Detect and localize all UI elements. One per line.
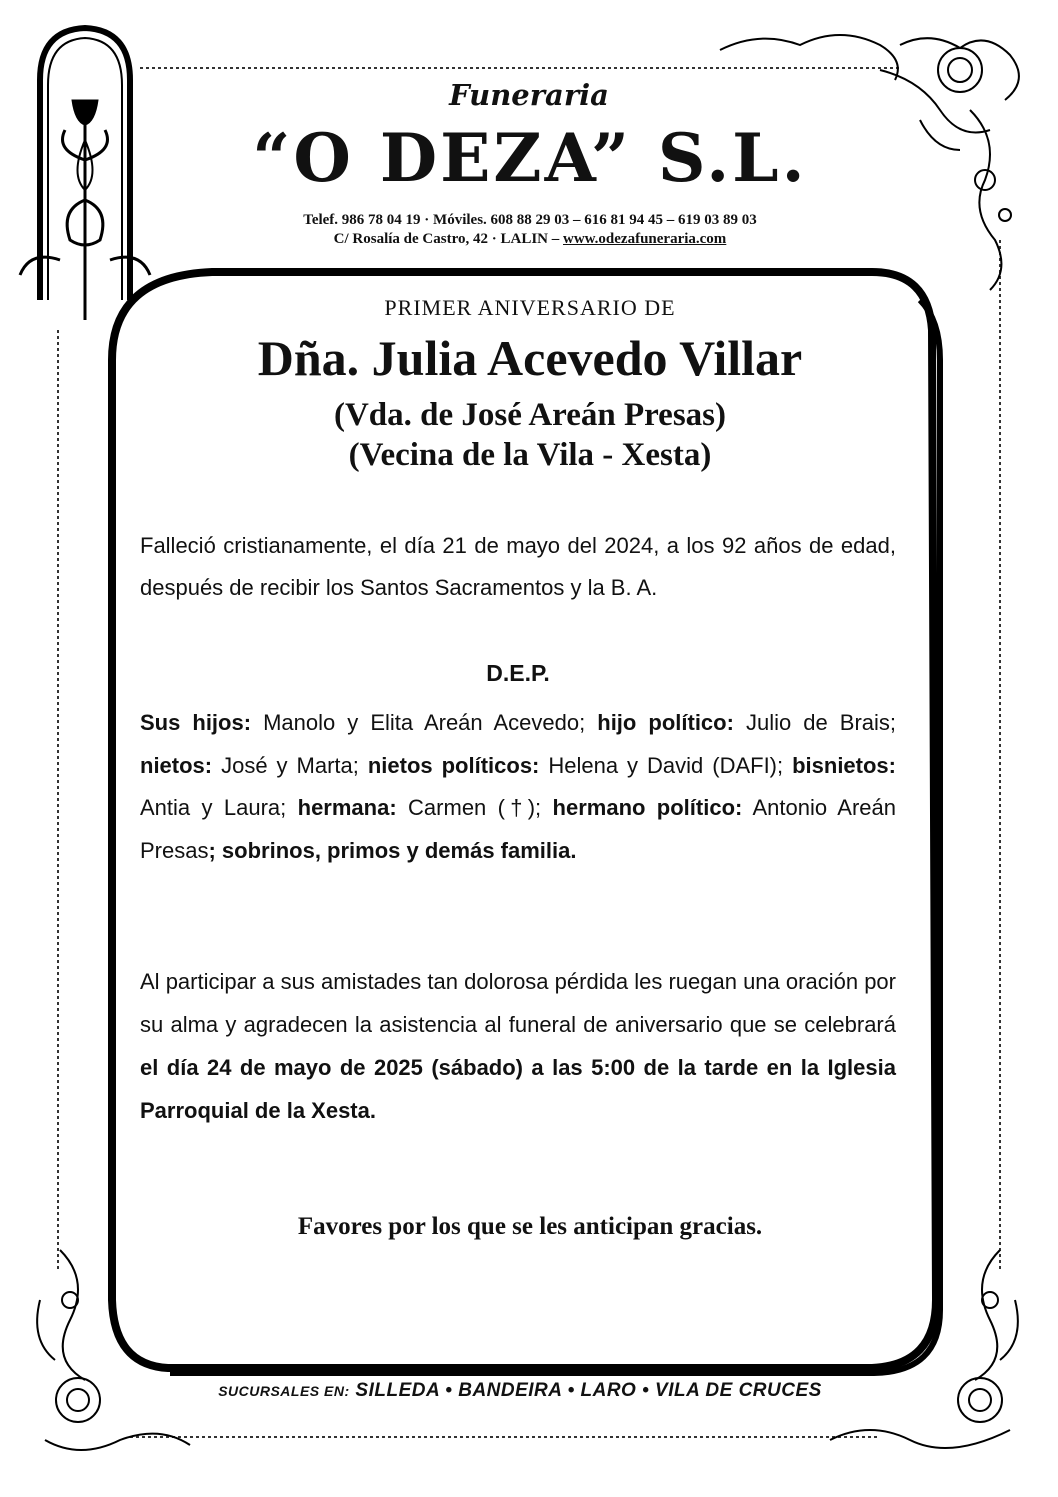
ceremony-when-where: el día 24 de mayo de 2025 (sábado) a las 5:00 de la tarde en la Iglesia Parroquial de la Xesta. [140,1055,896,1123]
sister: Carmen (†); [396,795,553,820]
children: Manolo y Elita Areán Acevedo; [251,710,598,735]
brother-in-law-label: hermano político: [552,795,743,820]
family-paragraph [140,702,896,872]
widow-of: (Vda. de José Areán Presas) [333,397,726,433]
children-label: Sus hijos: [140,710,252,735]
lamp-ornament [20,28,150,320]
grandchildren-in-law: Helena y David (DAFI); [539,752,793,778]
dep-heading: D.E.P. [486,660,550,686]
branches-footer [180,1380,860,1402]
website-link[interactable]: www.odezafuneraria.com [563,231,727,247]
neighbor-of: (Vecina de la Vila - Xesta) [348,437,712,473]
ceremony-paragraph [140,960,896,1132]
ceremony-text: Al participar a sus amistades tan dolorosa pérdida les ruegan una oración por su alma y agradecen la asistencia al funeral de aniversario que se celebrará [140,969,896,1037]
address: C/ Rosalía de Castro, 42 · LALIN – [333,231,563,247]
branches-list: SILLEDA • BANDEIRA • LARO • VILA DE CRUCES [349,1380,822,1401]
great-grandchildren-label: bisnietos: [792,752,896,778]
sister-label: hermana: [297,795,397,820]
brother-in-law: Antonio Areán Presas [140,795,896,863]
deceased-details [120,395,940,475]
favores-line: Favores por los que se les anticipan gracias. [297,1213,763,1240]
son-in-law-label: hijo político: [597,710,734,735]
grandchildren-label: nietos: [140,752,213,778]
grandchildren: José y Marta; [212,752,368,778]
address-line [180,230,880,249]
son-in-law: Julio de Brais; [733,710,897,735]
great-grandchildren: Antia y Laura; [140,795,298,820]
family-closing: ; sobrinos, primos y demás familia. [208,837,577,863]
branches-label: SUCURSALES EN: [218,1383,350,1399]
company-name: “O DEZA” S.L. [252,119,808,197]
deceased-name: Dña. Julia Acevedo Villar [257,330,803,386]
contact-info [180,211,880,249]
phone-numbers: Telef. 986 78 04 19 · Móviles. 608 88 29 03 – 616 81 94 45 – 619 03 89 03 [303,212,757,228]
notice-subtitle: PRIMER ANIVERSARIO DE [384,295,676,320]
death-paragraph: Falleció cristianamente, el día 21 de mayo del 2024, a los 92 años de edad, después de recibir los Santos Sacramentos y la B. A. [140,533,896,600]
grandchildren-in-law-label: nietos políticos: [367,752,540,778]
funeraria-label: Funeraria [449,78,609,112]
